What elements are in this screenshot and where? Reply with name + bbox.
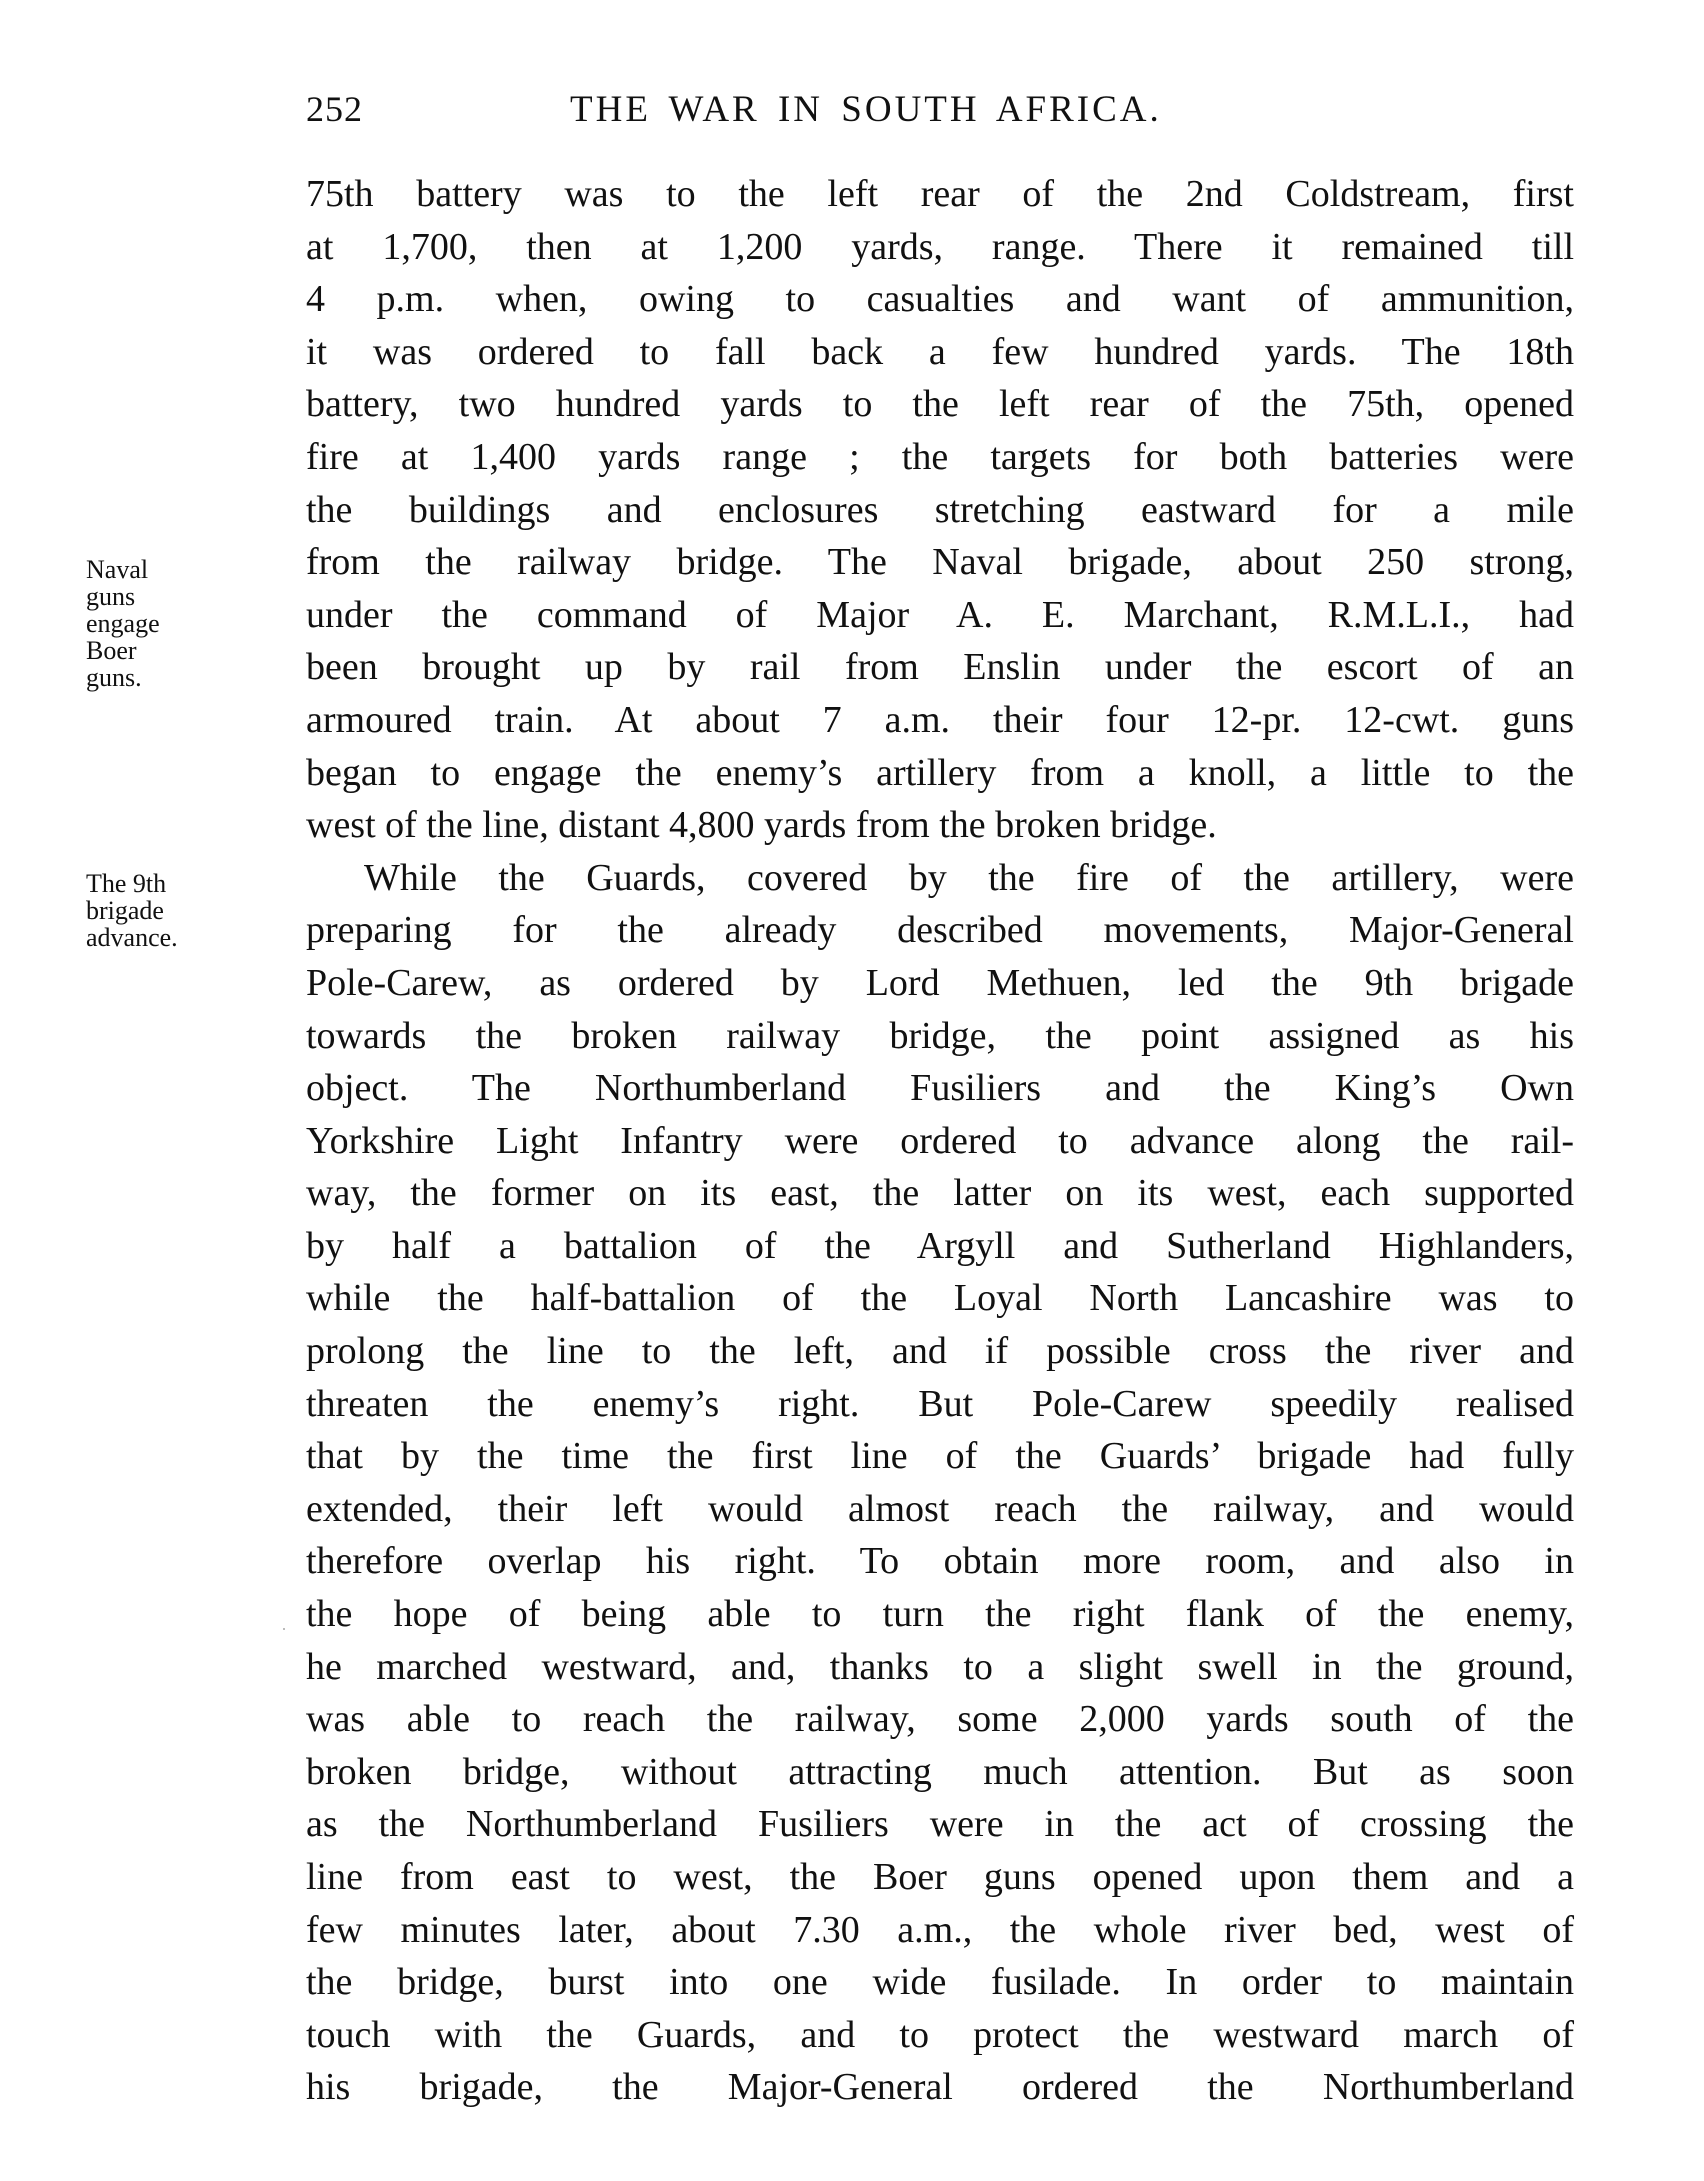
sidenote-line: advance. xyxy=(86,923,178,952)
text-line: 75th battery was to the left rear of the 2nd Coldstream, first xyxy=(306,173,1574,215)
sidenote-naval-guns xyxy=(86,556,160,691)
text-line: as the Northumberland Fusiliers were in the act of crossing the xyxy=(306,1803,1574,1846)
sidenote-line: guns. xyxy=(86,663,142,692)
text-line: threaten the enemy’s right. But Pole-Carew speedily realised xyxy=(306,1382,1574,1425)
text-line: under the command of Major A. E. Marchant, R.M.L.I., had xyxy=(306,593,1574,636)
text-line: the bridge, burst into one wide fusilade. In order to maintain xyxy=(306,1961,1574,2004)
sidenote-line: The 9th xyxy=(86,869,167,898)
text-line: therefore overlap his right. To obtain more room, and also in xyxy=(306,1540,1574,1583)
body-text xyxy=(306,168,1574,2114)
sidenote-line: Boer xyxy=(86,636,137,665)
text-line: armoured train. At about 7 a.m. their four 12-pr. 12-cwt. guns xyxy=(306,698,1574,741)
text-line: from the railway bridge. The Naval brigade, about 250 strong, xyxy=(306,541,1574,584)
sidenote-line: engage xyxy=(86,609,160,638)
text-line: fire at 1,400 yards range ; the targets for both batteries were xyxy=(306,435,1574,478)
text-line: it was ordered to fall back a few hundred yards. The 18th xyxy=(306,330,1574,373)
text-line: touch with the Guards, and to protect the westward march of xyxy=(306,2013,1574,2056)
text-line: his brigade, the Major-General ordered the Northumberland xyxy=(306,2066,1574,2109)
text-line: was able to reach the railway, some 2,000 yards south of the xyxy=(306,1698,1574,1741)
sidenote-line: Naval xyxy=(86,555,149,584)
text-line: broken bridge, without attracting much attention. But as soon xyxy=(306,1750,1574,1793)
text-line: at 1,700, then at 1,200 yards, range. There it remained till xyxy=(306,225,1574,268)
text-line: object. The Northumberland Fusiliers and the King’s Own xyxy=(306,1067,1574,1110)
scan-speck xyxy=(283,1628,285,1630)
text-line: extended, their left would almost reach the railway, and would xyxy=(306,1487,1574,1530)
paragraph-ninth-brigade xyxy=(306,852,1574,2114)
text-line: towards the broken railway bridge, the point assigned as his xyxy=(306,1014,1574,1057)
text-line: the buildings and enclosures stretching eastward for a mile xyxy=(306,488,1574,531)
text-line: west of the line, distant 4,800 yards from the broken bridge. xyxy=(306,804,1217,847)
running-head xyxy=(306,88,1574,138)
sidenote-ninth-brigade xyxy=(86,870,178,951)
sidenote-line: brigade xyxy=(86,896,164,925)
text-line: way, the former on its east, the latter on its west, each supported xyxy=(306,1172,1574,1215)
text-line: few minutes later, about 7.30 a.m., the whole river bed, west of xyxy=(306,1908,1574,1951)
text-line: began to engage the enemy’s artillery from a knoll, a little to the xyxy=(306,751,1574,794)
text-line: 4 p.m. when, owing to casualties and want of ammunition, xyxy=(306,278,1574,321)
text-line: Pole-Carew, as ordered by Lord Methuen, led the 9th brigade xyxy=(306,961,1574,1004)
text-line: while the half-battalion of the Loyal North Lancashire was to xyxy=(306,1277,1574,1320)
text-line: by half a battalion of the Argyll and Sutherland Highlanders, xyxy=(306,1224,1574,1267)
text-line: preparing for the already described movements, Major-General xyxy=(306,909,1574,952)
paragraph-artillery xyxy=(306,168,1574,852)
text-line: line from east to west, the Boer guns opened upon them and a xyxy=(306,1856,1574,1898)
text-line: he marched westward, and, thanks to a slight swell in the ground, xyxy=(306,1645,1574,1688)
text-line: Yorkshire Light Infantry were ordered to advance along the rail- xyxy=(306,1119,1574,1162)
text-line: been brought up by rail from Enslin under the escort of an xyxy=(306,646,1574,689)
sidenote-line: guns xyxy=(86,582,136,611)
running-title: THE WAR IN SOUTH AFRICA. xyxy=(570,89,1162,130)
text-line: prolong the line to the left, and if possible cross the river and xyxy=(306,1330,1574,1373)
text-line: While the Guards, covered by the fire of the artillery, were xyxy=(364,856,1574,899)
text-line: that by the time the first line of the Guards’ brigade had fully xyxy=(306,1435,1574,1478)
text-line: the hope of being able to turn the right flank of the enemy, xyxy=(306,1593,1574,1636)
text-line: battery, two hundred yards to the left rear of the 75th, opened xyxy=(306,383,1574,426)
page-number: 252 xyxy=(306,89,363,129)
